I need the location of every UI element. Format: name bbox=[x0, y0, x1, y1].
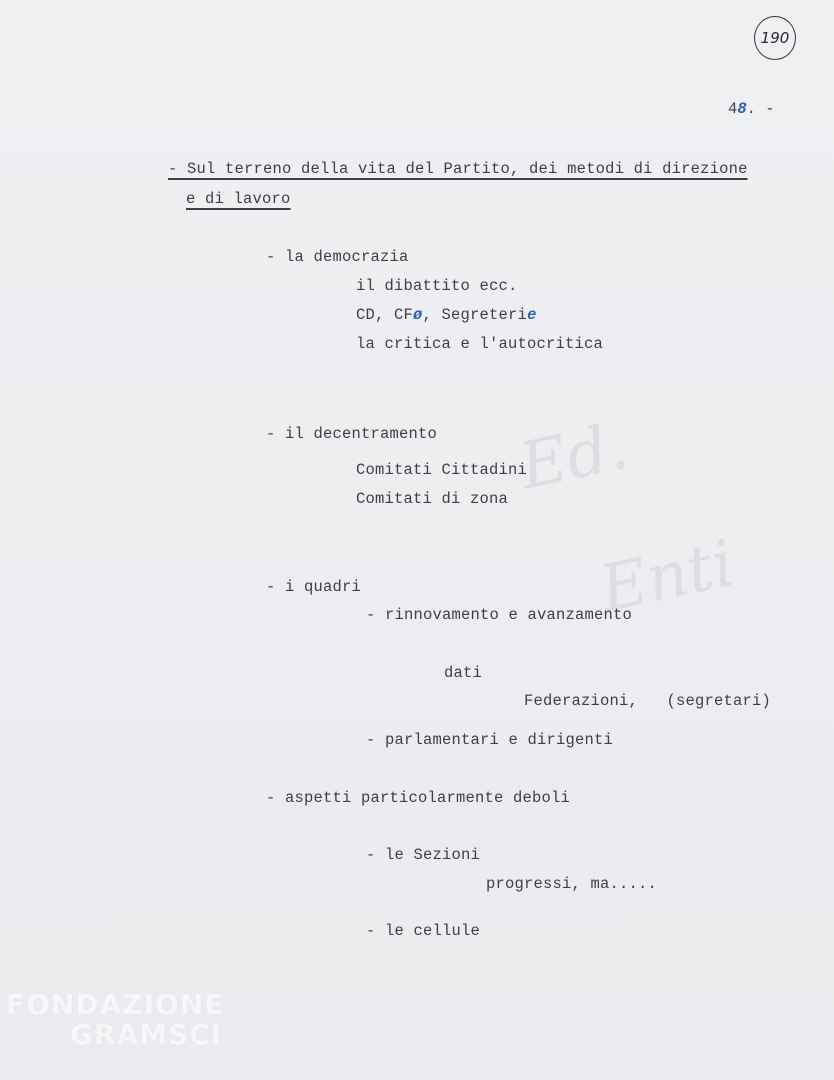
cd-line-ending: e bbox=[527, 306, 537, 324]
section-aspetti-title: - aspetti particolarmente deboli bbox=[266, 789, 571, 807]
heading-line-1: - Sul terreno della vita del Partito, dei metodi di direzione bbox=[168, 160, 748, 178]
archive-stamp: 190 bbox=[754, 16, 796, 60]
democrazia-cd-line bbox=[356, 306, 537, 324]
watermark-line-2: GRAMSCI bbox=[70, 1018, 223, 1051]
watermark-line-1: FONDAZIONE bbox=[6, 988, 225, 1021]
cd-line-prefix: CD, CF bbox=[356, 306, 414, 324]
aspetti-sezioni: - le Sezioni bbox=[366, 846, 481, 864]
fondazione-gramsci-watermark bbox=[6, 990, 224, 1050]
section-decentramento-title: - il decentramento bbox=[266, 425, 438, 443]
aspetti-progressi: progressi, ma..... bbox=[486, 875, 658, 893]
decentramento-item: Comitati di zona bbox=[356, 490, 509, 508]
quadri-dati: dati bbox=[444, 664, 483, 682]
section-quadri-title: - i quadri bbox=[266, 578, 362, 596]
page-number-prefix: 4 bbox=[728, 100, 738, 118]
cd-line-correction: ø bbox=[413, 306, 423, 324]
page-number-suffix: . - bbox=[746, 100, 775, 118]
ink-bleed-through: Ed. bbox=[513, 409, 635, 505]
cd-line-middle: , Segreteri bbox=[422, 306, 528, 324]
page-number-correction: 8 bbox=[737, 100, 747, 118]
heading-line-2: e di lavoro bbox=[186, 190, 291, 208]
democrazia-item: il dibattito ecc. bbox=[356, 277, 518, 295]
quadri-sub-rinnovamento: - rinnovamento e avanzamento bbox=[366, 606, 633, 624]
quadri-sub-parlamentari: - parlamentari e dirigenti bbox=[366, 731, 614, 749]
ink-bleed-through: Enti bbox=[593, 526, 741, 628]
section-democrazia-title: - la democrazia bbox=[266, 248, 409, 266]
decentramento-item: Comitati Cittadini bbox=[356, 461, 528, 479]
democrazia-item: la critica e l'autocritica bbox=[356, 335, 604, 353]
page-number bbox=[728, 100, 775, 118]
quadri-federazioni: Federazioni, (segretari) bbox=[524, 692, 772, 710]
aspetti-cellule: - le cellule bbox=[366, 922, 481, 940]
